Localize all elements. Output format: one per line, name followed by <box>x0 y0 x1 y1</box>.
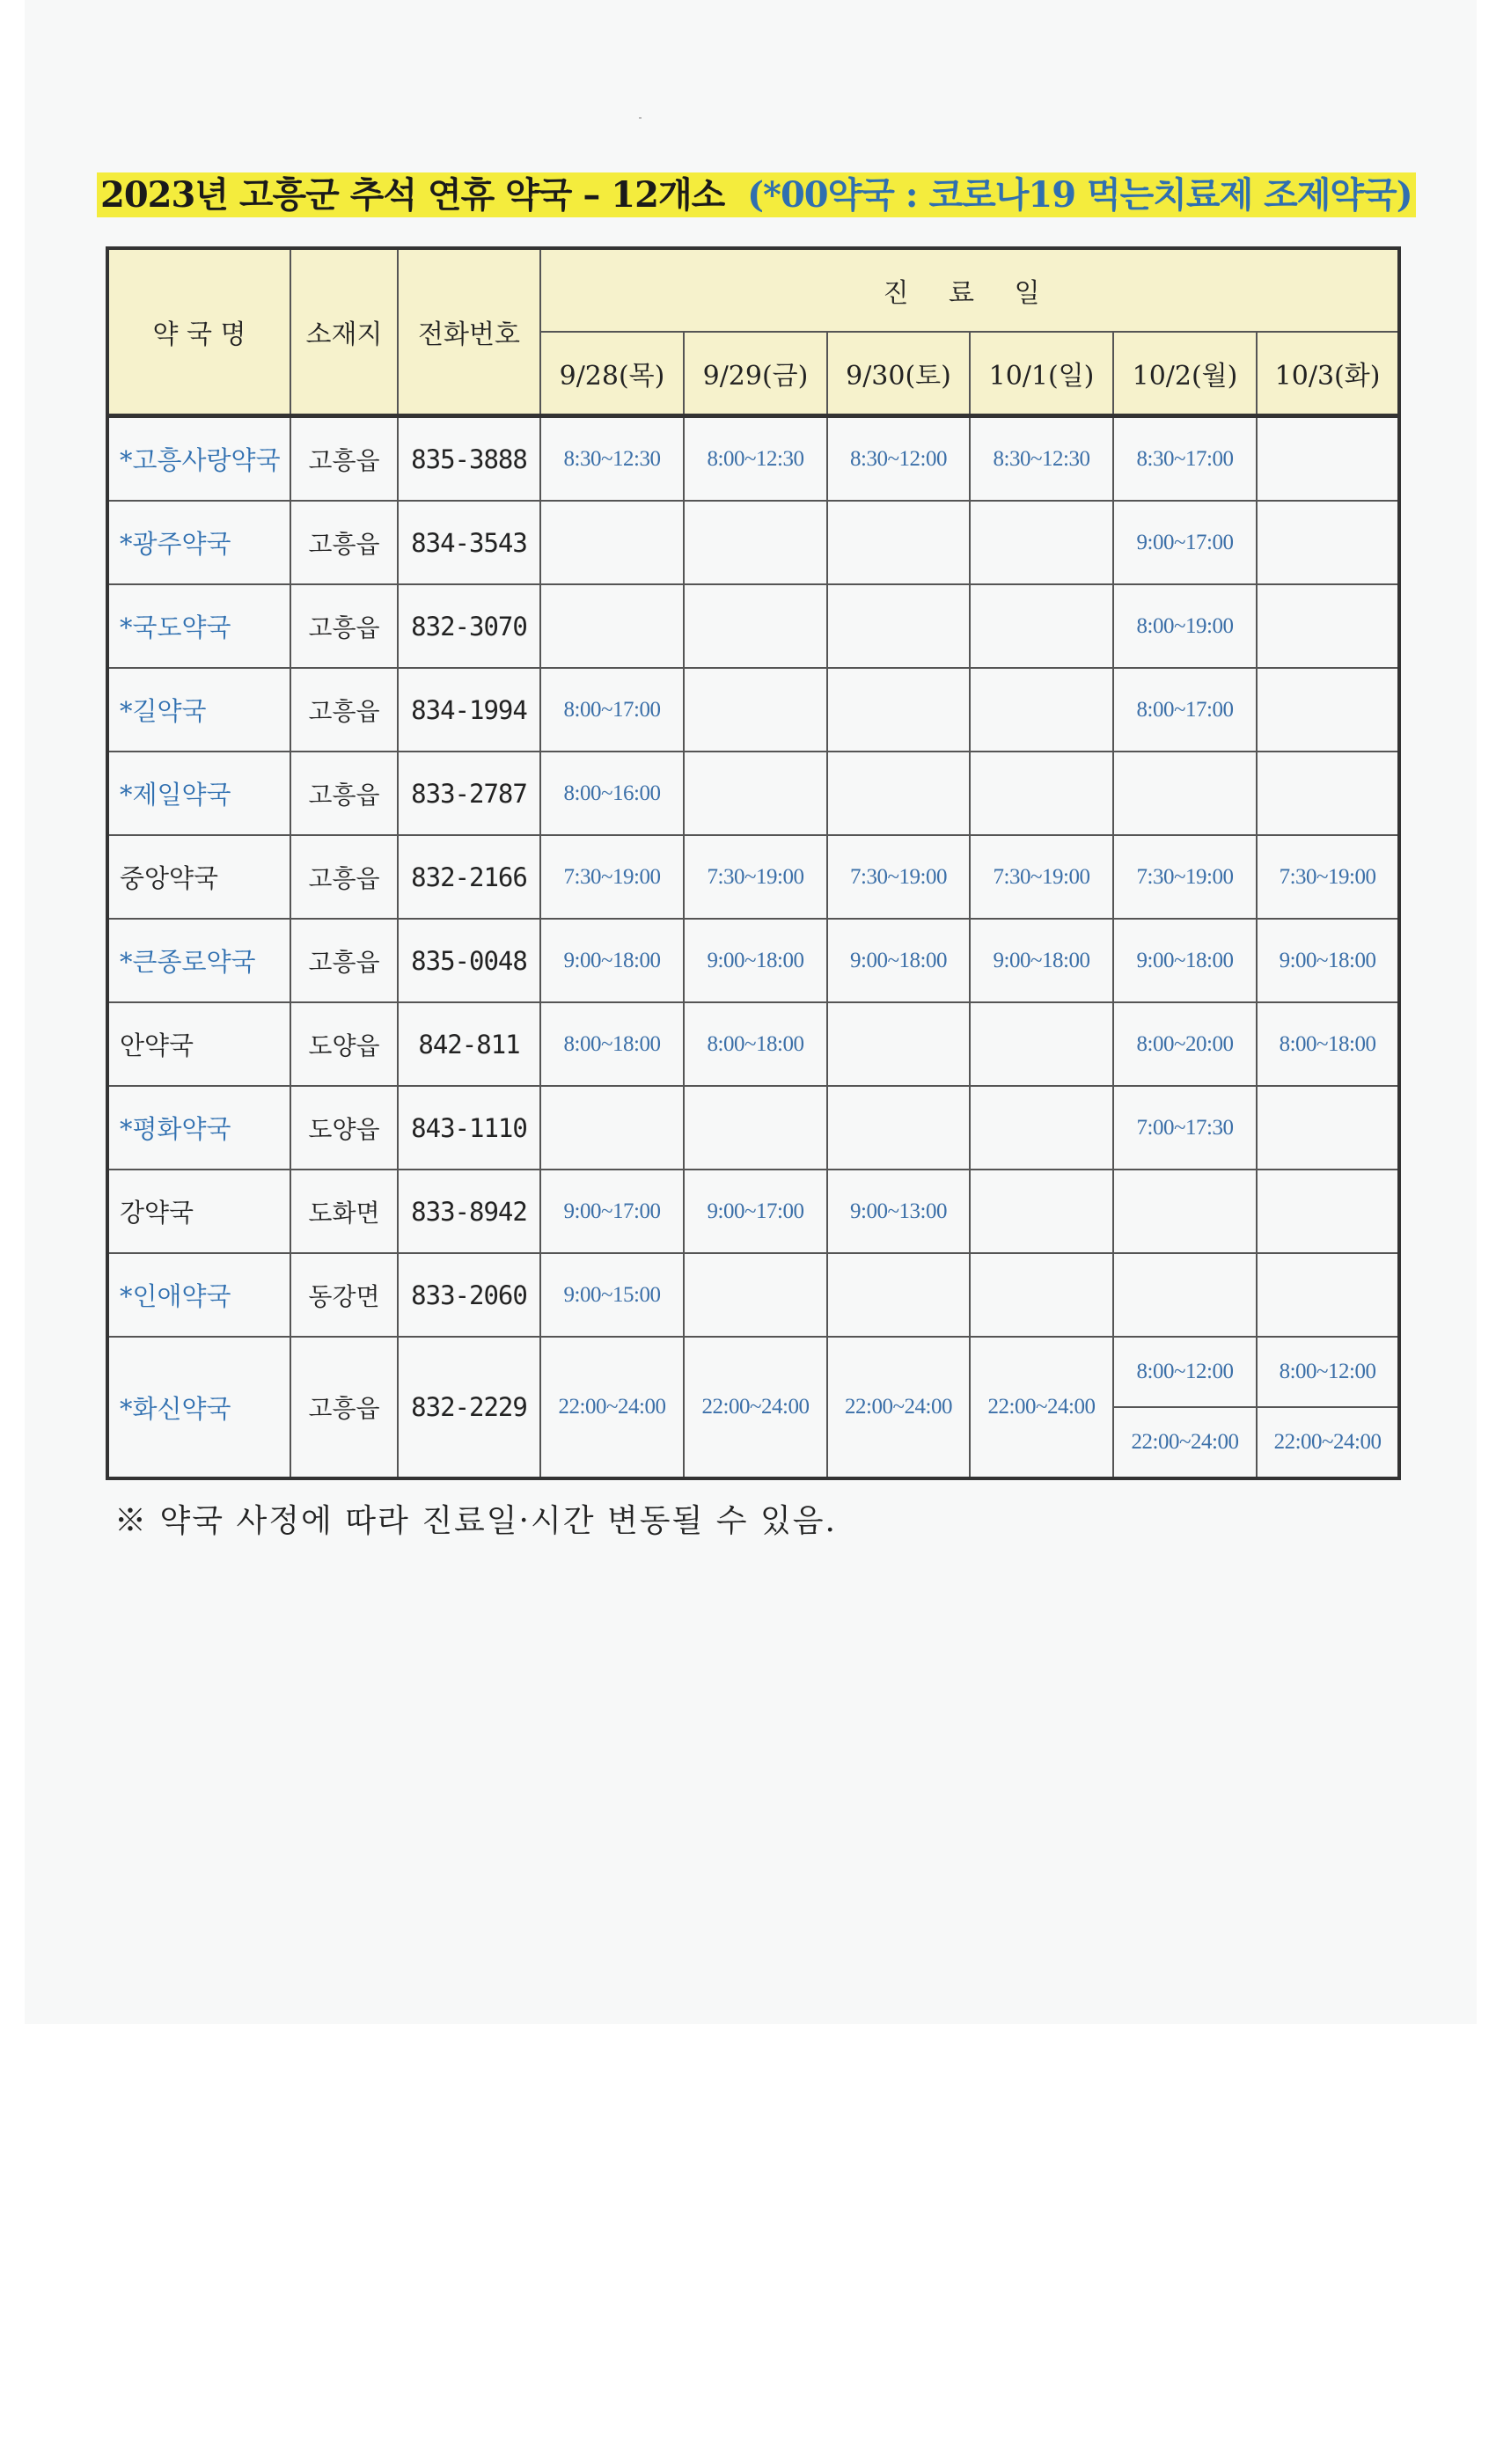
hours-cell: 8:00~16:00 <box>540 752 684 835</box>
pharmacy-name: *인애약국 <box>107 1253 290 1337</box>
hours-cell: 8:00~18:00 <box>1257 1002 1399 1086</box>
pharmacy-phone: 832-2229 <box>398 1337 540 1478</box>
header-group-days: 진 료 일 <box>540 248 1399 332</box>
table-row <box>107 1253 1399 1337</box>
pharmacy-location: 고흥읍 <box>290 919 398 1002</box>
hours-cell: 8:00~18:00 <box>540 1002 684 1086</box>
hours-cell <box>684 752 827 835</box>
table-row <box>107 1002 1399 1086</box>
table-row <box>107 1170 1399 1253</box>
hours-cell <box>684 1086 827 1170</box>
hours-cell <box>1257 1170 1399 1253</box>
hours-cell <box>540 584 684 668</box>
hours-cell: 9:00~18:00 <box>684 919 827 1002</box>
hours-cell <box>827 752 970 835</box>
header-date: 10/3(화) <box>1257 332 1399 416</box>
hours-cell <box>684 668 827 752</box>
header-phone: 전화번호 <box>398 248 540 416</box>
hours-cell: 7:30~19:00 <box>540 835 684 919</box>
pharmacy-phone: 834-1994 <box>398 668 540 752</box>
pharmacy-phone: 834-3543 <box>398 501 540 584</box>
pharmacy-location: 동강면 <box>290 1253 398 1337</box>
hours-cell: 7:30~19:00 <box>827 835 970 919</box>
hours-cell: 8:00~12:30 <box>684 416 827 502</box>
pharmacy-phone: 835-0048 <box>398 919 540 1002</box>
pharmacy-name: *길약국 <box>107 668 290 752</box>
hours-cell <box>1257 668 1399 752</box>
hours-cell <box>827 668 970 752</box>
hours-cell <box>1257 752 1399 835</box>
title-note: (*00약국 : 코로나19 먹는치료제 조제약국) <box>747 174 1412 216</box>
hours-cell <box>970 1002 1113 1086</box>
table-row <box>107 752 1399 835</box>
hours-cell: 8:00~17:00 <box>540 668 684 752</box>
hours-cell-top: 8:00~12:00 <box>1113 1337 1257 1407</box>
hours-cell: 9:00~17:00 <box>1113 501 1257 584</box>
pharmacy-location: 고흥읍 <box>290 835 398 919</box>
header-location: 소재지 <box>290 248 398 416</box>
scan-speck <box>639 117 642 119</box>
hours-cell-bottom: 22:00~24:00 <box>1257 1407 1399 1478</box>
hours-cell <box>1257 501 1399 584</box>
pharmacy-location: 고흥읍 <box>290 668 398 752</box>
hours-cell: 7:00~17:30 <box>1113 1086 1257 1170</box>
title-main: 2023년 고흥군 추석 연휴 약국 – 12개소 <box>100 174 725 216</box>
hours-cell: 8:00~19:00 <box>1113 584 1257 668</box>
table-row <box>107 919 1399 1002</box>
hours-cell: 7:30~19:00 <box>684 835 827 919</box>
hours-cell: 9:00~18:00 <box>970 919 1113 1002</box>
hours-cell: 9:00~17:00 <box>684 1170 827 1253</box>
hours-cell: 8:00~17:00 <box>1113 668 1257 752</box>
pharmacy-phone: 832-3070 <box>398 584 540 668</box>
table-row <box>107 835 1399 919</box>
header-date: 10/2(월) <box>1113 332 1257 416</box>
pharmacy-location: 고흥읍 <box>290 1337 398 1478</box>
pharmacy-phone: 843-1110 <box>398 1086 540 1170</box>
table-row <box>107 1086 1399 1170</box>
table-row <box>107 1337 1399 1407</box>
pharmacy-location: 고흥읍 <box>290 501 398 584</box>
pharmacy-name: *고흥사랑약국 <box>107 416 290 502</box>
hours-cell <box>970 1170 1113 1253</box>
hours-cell <box>970 1086 1113 1170</box>
hours-cell <box>540 1086 684 1170</box>
header-name: 약 국 명 <box>107 248 290 416</box>
hours-cell <box>1113 1170 1257 1253</box>
hours-cell <box>540 501 684 584</box>
hours-cell <box>970 752 1113 835</box>
table-row <box>107 584 1399 668</box>
hours-cell: 8:30~12:30 <box>970 416 1113 502</box>
hours-cell: 22:00~24:00 <box>827 1337 970 1478</box>
hours-cell: 8:30~17:00 <box>1113 416 1257 502</box>
hours-cell: 8:00~18:00 <box>684 1002 827 1086</box>
pharmacy-location: 고흥읍 <box>290 584 398 668</box>
pharmacy-phone: 833-2060 <box>398 1253 540 1337</box>
pharmacy-location: 고흥읍 <box>290 752 398 835</box>
pharmacy-name: *국도약국 <box>107 584 290 668</box>
hours-cell: 7:30~19:00 <box>970 835 1113 919</box>
pharmacy-phone: 842-811 <box>398 1002 540 1086</box>
hours-cell <box>827 1253 970 1337</box>
footnote: ※ 약국 사정에 따라 진료일·시간 변동될 수 있음. <box>114 1503 837 1539</box>
header-date: 9/30(토) <box>827 332 970 416</box>
table-row <box>107 416 1399 502</box>
hours-cell <box>684 584 827 668</box>
hours-cell <box>1257 1086 1399 1170</box>
table-row <box>107 668 1399 752</box>
hours-cell: 9:00~18:00 <box>827 919 970 1002</box>
hours-cell: 9:00~17:00 <box>540 1170 684 1253</box>
hours-cell-top: 8:00~12:00 <box>1257 1337 1399 1407</box>
header-date: 9/28(목) <box>540 332 684 416</box>
hours-cell <box>970 1253 1113 1337</box>
hours-cell <box>827 501 970 584</box>
hours-cell <box>684 1253 827 1337</box>
hours-cell: 8:00~20:00 <box>1113 1002 1257 1086</box>
pharmacy-name: 안약국 <box>107 1002 290 1086</box>
pharmacy-phone: 833-8942 <box>398 1170 540 1253</box>
hours-cell: 9:00~18:00 <box>540 919 684 1002</box>
hours-cell: 9:00~18:00 <box>1113 919 1257 1002</box>
pharmacy-location: 도화면 <box>290 1170 398 1253</box>
pharmacy-location: 도양읍 <box>290 1086 398 1170</box>
pharmacy-name: *광주약국 <box>107 501 290 584</box>
pharmacy-name: 강약국 <box>107 1170 290 1253</box>
pharmacy-name: *화신약국 <box>107 1337 290 1478</box>
hours-cell <box>1113 752 1257 835</box>
page-title <box>97 167 1416 217</box>
hours-cell: 9:00~15:00 <box>540 1253 684 1337</box>
hours-cell: 22:00~24:00 <box>970 1337 1113 1478</box>
pharmacy-phone: 835-3888 <box>398 416 540 502</box>
pharmacy-name: 중앙약국 <box>107 835 290 919</box>
hours-cell: 7:30~19:00 <box>1113 835 1257 919</box>
hours-cell <box>827 1002 970 1086</box>
hours-cell <box>970 584 1113 668</box>
hours-cell <box>970 501 1113 584</box>
title-highlight <box>97 172 1416 217</box>
pharmacy-location: 고흥읍 <box>290 416 398 502</box>
table-row <box>107 501 1399 584</box>
hours-cell: 9:00~18:00 <box>1257 919 1399 1002</box>
hours-cell <box>970 668 1113 752</box>
pharmacy-name: *제일약국 <box>107 752 290 835</box>
hours-cell: 8:30~12:30 <box>540 416 684 502</box>
hours-cell <box>1113 1253 1257 1337</box>
pharmacy-phone: 833-2787 <box>398 752 540 835</box>
hours-cell-bottom: 22:00~24:00 <box>1113 1407 1257 1478</box>
pharmacy-phone: 832-2166 <box>398 835 540 919</box>
hours-cell <box>1257 1253 1399 1337</box>
hours-cell <box>827 584 970 668</box>
hours-cell: 7:30~19:00 <box>1257 835 1399 919</box>
header-date: 10/1(일) <box>970 332 1113 416</box>
hours-cell: 22:00~24:00 <box>540 1337 684 1478</box>
hours-cell <box>1257 416 1399 502</box>
pharmacy-name: *큰종로약국 <box>107 919 290 1002</box>
header-date: 9/29(금) <box>684 332 827 416</box>
hours-cell <box>827 1086 970 1170</box>
hours-cell: 22:00~24:00 <box>684 1337 827 1478</box>
hours-cell: 8:30~12:00 <box>827 416 970 502</box>
hours-cell <box>684 501 827 584</box>
pharmacy-schedule-table <box>106 246 1401 1480</box>
pharmacy-name: *평화약국 <box>107 1086 290 1170</box>
hours-cell: 9:00~13:00 <box>827 1170 970 1253</box>
pharmacy-location: 도양읍 <box>290 1002 398 1086</box>
hours-cell <box>1257 584 1399 668</box>
